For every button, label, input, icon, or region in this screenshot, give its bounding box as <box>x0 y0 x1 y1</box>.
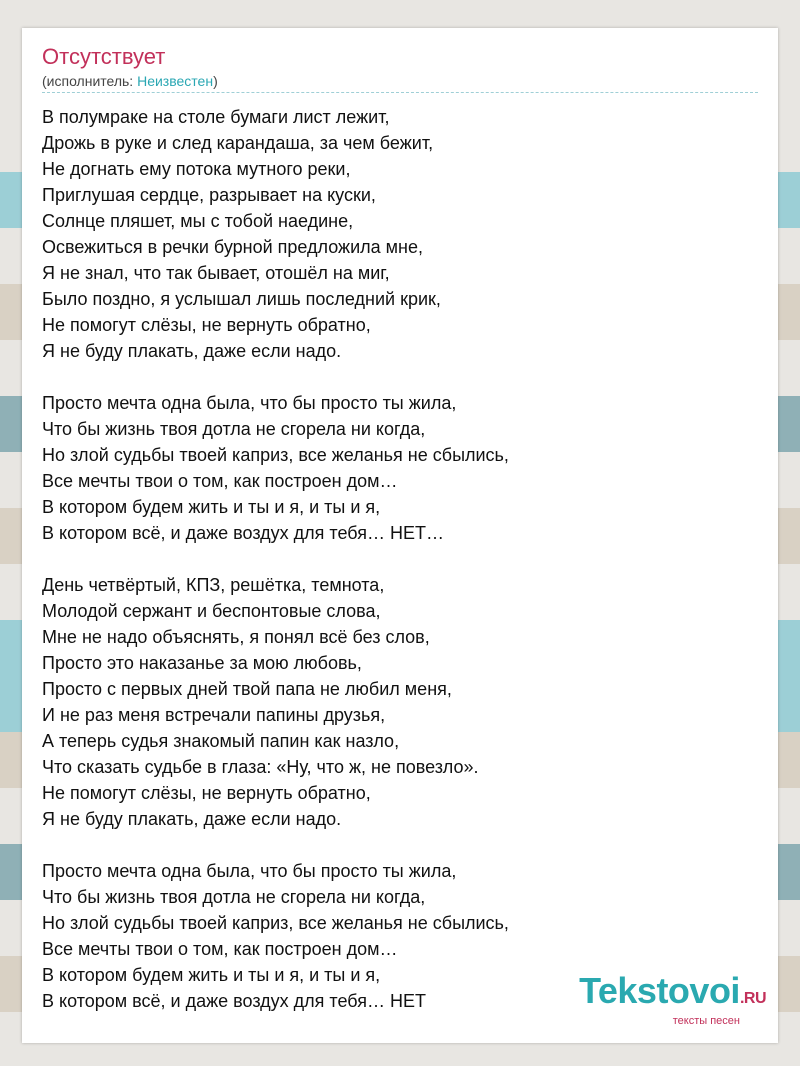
lyric-line: Освежиться в речки бурной предложила мне, <box>42 237 423 257</box>
lyric-line: Приглушая сердце, разрывает на куски, <box>42 185 376 205</box>
lyric-line: В котором будем жить и ты и я, и ты и я, <box>42 497 381 517</box>
lyric-line: Я не буду плакать, даже если надо. <box>42 809 342 829</box>
lyric-line: Но злой судьбы твоей каприз, все желанья не сбылись, <box>42 445 509 465</box>
lyric-line: Что сказать судьбе в глаза: «Ну, что ж, не повезло». <box>42 757 479 777</box>
lyrics-body <box>42 104 762 1040</box>
lyrics-stanza <box>42 572 762 832</box>
artist-link[interactable]: Неизвестен <box>137 73 214 89</box>
lyrics-card <box>22 28 778 1043</box>
lyric-line: В котором всё, и даже воздух для тебя… НЕТ <box>42 991 426 1011</box>
lyric-line: В котором всё, и даже воздух для тебя… НЕТ… <box>42 523 444 543</box>
lyric-line: Не помогут слёзы, не вернуть обратно, <box>42 315 371 335</box>
song-title: Отсутствует <box>42 44 166 69</box>
lyric-line: Я не знал, что так бывает, отошёл на миг, <box>42 263 390 283</box>
lyric-line: Не догнать ему потока мутного реки, <box>42 159 351 179</box>
header-divider <box>42 92 758 93</box>
lyrics-stanza <box>42 390 762 546</box>
lyric-line: Было поздно, я услышал лишь последний крик, <box>42 289 441 309</box>
artist-suffix: ) <box>213 73 218 89</box>
lyric-line: Что бы жизнь твоя дотла не сгорела ни когда, <box>42 887 426 907</box>
lyric-line: Молодой сержант и беспонтовые слова, <box>42 601 381 621</box>
lyric-line: Не помогут слёзы, не вернуть обратно, <box>42 783 371 803</box>
lyric-line: Мне не надо объяснять, я понял всё без слов, <box>42 627 430 647</box>
artist-prefix: (исполнитель: <box>42 73 138 89</box>
lyric-line: Просто мечта одна была, что бы просто ты жила, <box>42 861 457 881</box>
lyric-line: Дрожь в руке и след карандаша, за чем бежит, <box>42 133 434 153</box>
lyric-line: И не раз меня встречали папины друзья, <box>42 705 386 725</box>
artist-line <box>42 72 218 90</box>
lyric-line: Все мечты твои о том, как построен дом… <box>42 939 398 959</box>
logo-suffix: .RU <box>739 990 766 1007</box>
lyric-line: Что бы жизнь твоя дотла не сгорела ни когда, <box>42 419 426 439</box>
lyric-line: А теперь судья знакомый папин как назло, <box>42 731 400 751</box>
lyric-line: Солнце пляшет, мы с тобой наедине, <box>42 211 354 231</box>
lyric-line: День четвёртый, КПЗ, решётка, темнота, <box>42 575 385 595</box>
lyric-line: Просто это наказанье за мою любовь, <box>42 653 362 673</box>
logo-tagline: тексты песен <box>672 1015 740 1027</box>
site-logo[interactable] <box>579 972 766 1027</box>
lyric-line: Просто с первых дней твой папа не любил меня, <box>42 679 452 699</box>
lyric-line: В полумраке на столе бумаги лист лежит, <box>42 107 390 127</box>
lyric-line: Просто мечта одна была, что бы просто ты жила, <box>42 393 457 413</box>
logo-name: Tekstovoi <box>579 970 740 1011</box>
lyric-line: Но злой судьбы твоей каприз, все желанья не сбылись, <box>42 913 509 933</box>
lyrics-stanza <box>42 104 762 364</box>
lyric-line: В котором будем жить и ты и я, и ты и я, <box>42 965 381 985</box>
lyric-line: Я не буду плакать, даже если надо. <box>42 341 342 361</box>
lyric-line: Все мечты твои о том, как построен дом… <box>42 471 398 491</box>
